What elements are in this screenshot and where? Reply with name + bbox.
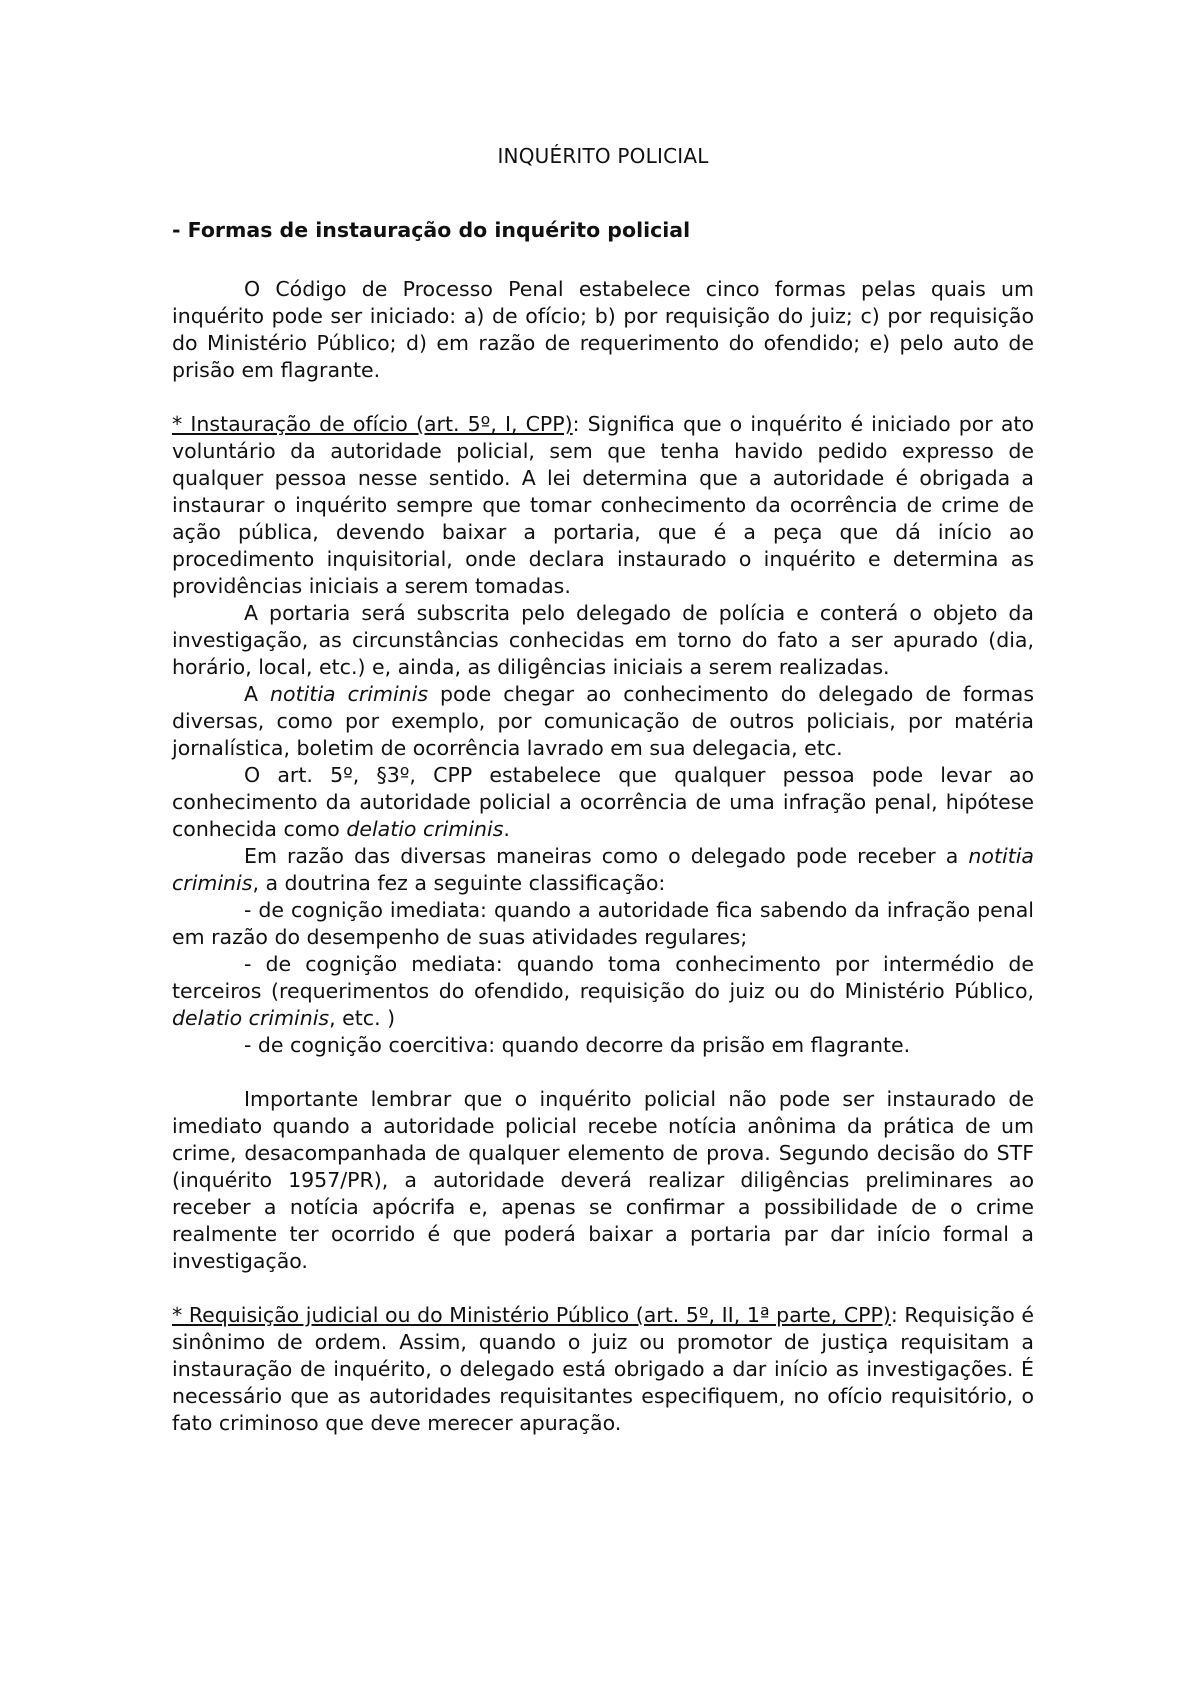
notitia-text-b: pode chegar ao conhecimento do delegado de formas diversas, como por exemplo, por comunicação de outros policiais, por matéria jornalística, boletim de ocorrência lavrado em sua delegacia, etc. <box>172 682 1035 760</box>
requisicao-text: : Requisição é sinônimo de ordem. Assim, quando o juiz ou promotor de justiça requisitam a instauração de inquérito, o delegado está obrigado a dar início as investigações. É necessário que as autoridades requisitantes especifiquem, no ofício requisitório, o fato criminoso que deve merecer apuração. <box>172 1303 1034 1435</box>
razao-text-a: Em razão das diversas maneiras como o delegado pode receber a <box>244 844 969 868</box>
delatio-term: delatio criminis <box>346 817 504 841</box>
mediata-text-b: , etc. ) <box>329 1006 396 1030</box>
document-title: INQUÉRITO POLICIAL <box>497 144 709 168</box>
paragraph-requisicao <box>172 1302 1034 1437</box>
paragraph-importante: Importante lembrar que o inquérito policial não pode ser instaurado de imediato quando a autoridade policial recebe notícia anônima da prática de um crime, desacompanhada de qualquer elemento de prova. Segundo decisão do STF (inquérito 1957/PR), a autoridade deverá realizar diligências preliminares ao receber a notícia apócrifa e, apenas se confirmar a possibilidade de o crime realmente ter ocorrido é que poderá baixar a portaria par dar início formal a investigação. <box>172 1087 1034 1273</box>
paragraph-oficio <box>172 411 1034 600</box>
oficio-text: : Significa que o inquérito é iniciado por ato voluntário da autoridade policial, sem que tenha havido pedido expresso de qualquer pessoa nesse sentido. A lei determina que a autoridade é obrigada a instaurar o inquérito sempre que tomar conhecimento da ocorrência de crime de ação pública, devendo baixar a portaria, que é a peça que dá início ao procedimento inquisitorial, onde declara instaurado o inquérito e determina as providências iniciais a serem tomadas. <box>172 412 1034 598</box>
oficio-label: * Instauração de ofício (art. 5º, I, CPP) <box>172 412 573 436</box>
notitia-term: notitia criminis <box>270 682 429 706</box>
delatio-text-b: . <box>503 817 510 841</box>
razao-term: notitia criminis <box>172 844 1034 895</box>
mediata-text-a: - de cognição mediata: quando toma conhecimento por intermédio de terceiros (requerimentos do ofendido, requisição do juiz ou do Ministério Público, <box>172 952 1034 1003</box>
paragraph-spacer <box>172 1275 1034 1302</box>
paragraph-spacer <box>172 1059 1034 1086</box>
delatio-text-a: O art. 5º, §3º, CPP estabelece que qualquer pessoa pode levar ao conhecimento da autoridade policial a ocorrência de uma infração penal, hipótese conhecida como <box>172 763 1034 841</box>
paragraph-intro: O Código de Processo Penal estabelece cinco formas pelas quais um inquérito pode ser iniciado: a) de ofício; b) por requisição do juiz; c) por requisição do Ministério Público; d) em razão de requerimento do ofendido; e) pelo auto de prisão em flagrante. <box>172 277 1034 382</box>
paragraph-razao <box>172 843 1034 897</box>
document-page <box>172 138 1034 1437</box>
paragraph-cognicao-imediata: - de cognição imediata: quando a autoridade fica sabendo da infração penal em razão do desempenho de suas atividades regulares; <box>172 898 1034 949</box>
requisicao-label: * Requisição judicial ou do Ministério Público (art. 5º, II, 1ª parte, CPP) <box>172 1303 891 1327</box>
paragraph-cognicao-coercitiva: - de cognição coercitiva: quando decorre da prisão em flagrante. <box>244 1033 911 1057</box>
section-heading: - Formas de instauração do inquérito policial <box>172 218 691 242</box>
paragraph-cognicao-mediata <box>172 951 1034 1032</box>
paragraph-delatio <box>172 762 1034 843</box>
mediata-term: delatio criminis <box>172 1006 330 1030</box>
paragraph-portaria: A portaria será subscrita pelo delegado de polícia e conterá o objeto da investigação, as circunstâncias conhecidas em torno do fato a ser apurado (dia, horário, local, etc.) e, ainda, as diligências iniciais a serem realizadas. <box>172 601 1034 679</box>
notitia-text-a: A <box>244 682 271 706</box>
paragraph-spacer <box>172 384 1034 411</box>
razao-text-b: , a doutrina fez a seguinte classificação: <box>252 871 666 895</box>
paragraph-notitia <box>172 681 1034 762</box>
